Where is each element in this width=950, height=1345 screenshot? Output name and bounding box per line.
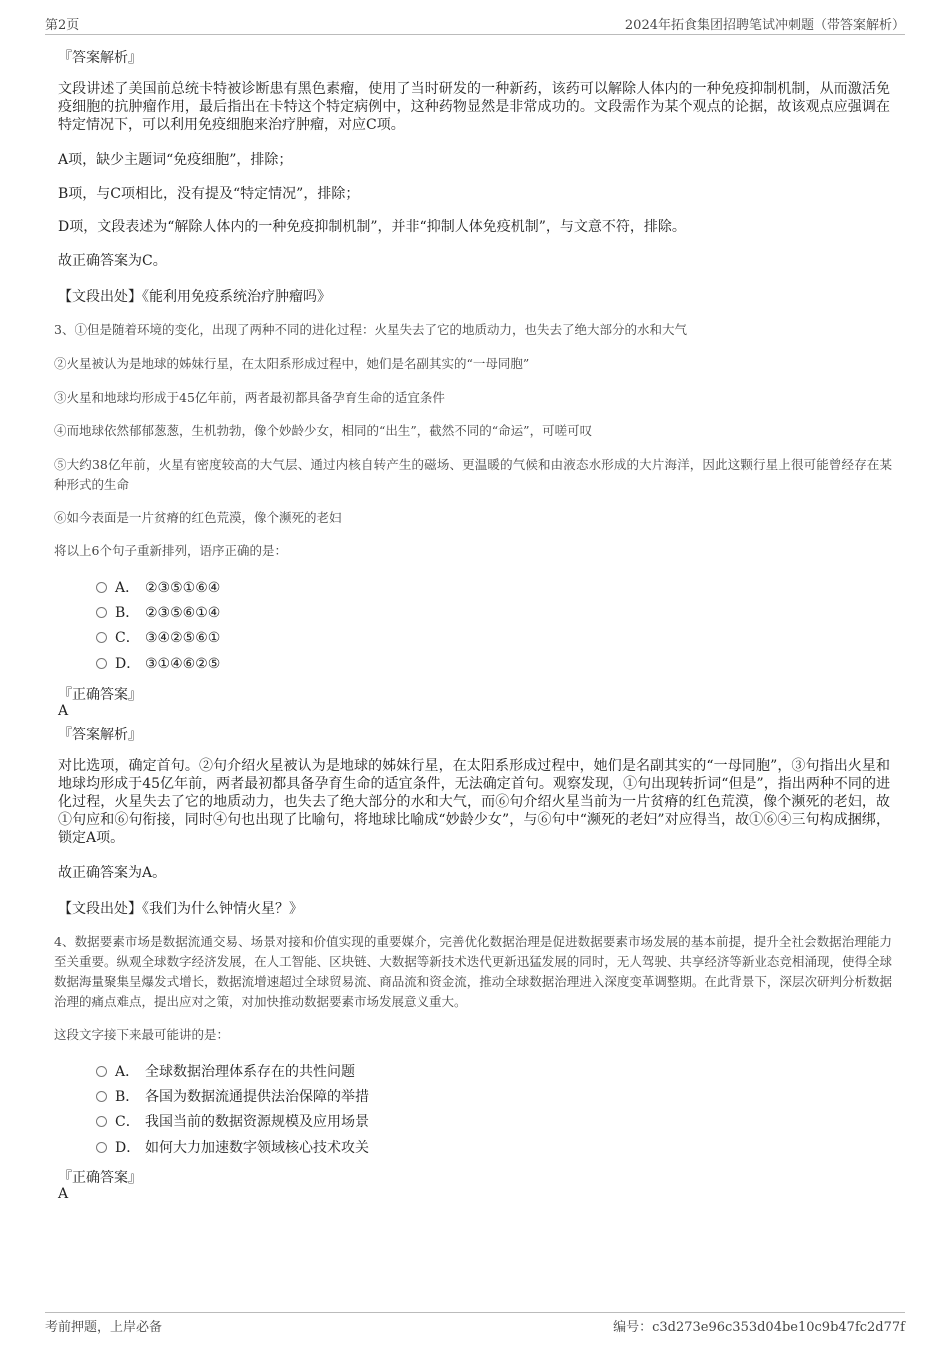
document-title: 2024年拓食集团招聘笔试冲刺题（带答案解析） [624,18,905,33]
q4-option-a[interactable] [96,1062,355,1082]
q2-analysis: 文段讲述了美国前总统卡特被诊断患有黑色素瘤，使用了当时研发的一种新药，该药可以解除人体内的一种免疫抑制机制，从而激活免疫细胞的抗肿瘤作用，最后指出在卡特这个特定病例中，这种药物显然是非常成功的。文段需作为某个观点的论据，故该观点应强调在特定情况下，可以利用免疫细胞来治疗肿瘤，对应C项。 [58,81,890,133]
q3-sentence-6: ⑥如今表面是一片贫瘠的红色荒漠，像个濒死的老妇 [54,510,342,525]
q3-sentence-4: ④而地球依然郁郁葱葱，生机勃勃，像个妙龄少女，相同的“出生”，截然不同的“命运”，可嗟可叹 [54,423,593,438]
radio-icon[interactable] [96,1091,107,1102]
option-letter: B． [115,1089,140,1105]
q3-conclusion: 故正确答案为A。 [58,865,167,881]
q2-source: 【文段出处】《能利用免疫系统治疗肿瘤吗》 [58,289,331,305]
option-text: 如何大力加速数字领域核心技术攻关 [145,1140,369,1156]
option-text: ③④②⑤⑥① [145,630,221,646]
q3-correct-label: 『正确答案』 [58,687,142,703]
q4-correct-label: 『正确答案』 [58,1170,142,1186]
q3-option-d[interactable] [96,654,220,674]
option-letter: D． [115,1140,141,1156]
q4-prompt: 这段文字接下来最可能讲的是： [54,1027,230,1042]
option-letter: B． [115,605,140,621]
option-text: 全球数据治理体系存在的共性问题 [145,1064,355,1080]
q3-sentence-1: 3、①但是随着环境的变化，出现了两种不同的进化过程：火星失去了它的地质动力，也失去了绝大部分的水和大气 [54,322,687,337]
q3-prompt: 将以上6个句子重新排列，语序正确的是： [54,543,287,558]
option-letter: A． [115,1064,140,1080]
option-letter: A． [115,580,140,596]
radio-icon[interactable] [96,1142,107,1153]
q4-option-d[interactable] [96,1138,369,1158]
q3-option-b[interactable] [96,603,220,623]
q3-sentence-3: ③火星和地球均形成于45亿年前，两者最初都具备孕育生命的适宜条件 [54,390,445,405]
q2-conclusion: 故正确答案为C。 [58,253,167,269]
page-footer [45,1312,905,1336]
q4-correct-answer: A [58,1186,69,1202]
option-text: ②③⑤①⑥④ [145,580,221,596]
footer-slogan: 考前押题，上岸必备 [45,1320,163,1335]
page-header [45,14,905,35]
q3-sentence-2: ②火星被认为是地球的姊妹行星，在太阳系形成过程中，她们是名副其实的“一母同胞” [54,356,530,371]
q4-option-b[interactable] [96,1087,369,1107]
q2-option-b-note: B项，与C项相比，没有提及“特定情况”，排除； [58,186,360,202]
radio-icon[interactable] [96,607,107,618]
q3-option-a[interactable] [96,578,220,598]
q3-sentence-5: ⑤大约38亿年前，火星有密度较高的大气层、通过内核自转产生的磁场、更温暖的气候和由液态水形成的大片海洋，因此这颗行星上很可能曾经存在某种形式的生命 [54,457,892,492]
q4-stem: 4、数据要素市场是数据流通交易、场景对接和价值实现的重要媒介，完善优化数据治理是促进数据要素市场发展的基本前提，提升全社会数据治理能力至关重要。纵观全球数字经济发展，在人工智能、区块链、大数据等新技术迭代更新迅猛发展的同时，无人驾驶、共享经济等新业态竞相涌现，使得全球数据海量聚集呈爆发式增长，数据流增速超过全球贸易流、商品流和资金流，推动全球数据治理进入深度变革调整期。在此背景下，深层次研判分析数据治理的痛点难点，提出应对之策，对加快推动数据要素市场发展意义重大。 [54,934,892,1009]
radio-icon[interactable] [96,1116,107,1127]
option-letter: C． [115,630,140,646]
document-code: 编号：c3d273e96c353d04be10c9b47fc2d77f [613,1320,905,1335]
q3-analysis: 对比选项，确定首句。②句介绍火星被认为是地球的姊妹行星，在太阳系形成过程中，她们是名副其实的“一母同胞”，③句指出火星和地球均形成于45亿年前，两者最初都具备孕育生命的适宜条件，无法确定首句。观察发现，①句出现转折词“但是”，指出两种不同的进化过程，火星失去了它的地质动力，也失去了绝大部分的水和大气，而⑥句介绍火星当前为一片贫瘠的红色荒漠，像个濒死的老妇，故①句应和⑥句衔接，同时④句也出现了比喻句，将地球比喻成“妙龄少女”，与⑥句中“濒死的老妇”对应得当，故①⑥④三句构成捆绑，锁定A项。 [58,758,890,846]
q3-correct-answer: A [58,703,69,719]
q2-analysis-label: 『答案解析』 [58,50,142,66]
radio-icon[interactable] [96,658,107,669]
radio-icon[interactable] [96,1066,107,1077]
option-letter: D． [115,656,141,672]
option-text: ③①④⑥②⑤ [145,656,221,672]
option-text: 我国当前的数据资源规模及应用场景 [145,1114,369,1130]
radio-icon[interactable] [96,632,107,643]
q3-option-c[interactable] [96,628,220,648]
radio-icon[interactable] [96,582,107,593]
q2-option-d-note: D项，文段表述为“解除人体内的一种免疫抑制机制”，并非“抑制人体免疫机制”，与文意不符，排除。 [58,219,686,235]
option-text: ②③⑤⑥①④ [145,605,221,621]
option-text: 各国为数据流通提供法治保障的举措 [145,1089,369,1105]
q3-analysis-label: 『答案解析』 [58,727,142,743]
option-letter: C． [115,1114,140,1130]
q4-option-c[interactable] [96,1112,369,1132]
page-number: 第2页 [45,18,80,33]
q2-option-a-note: A项，缺少主题词“免疫细胞”，排除； [58,152,293,168]
q3-source: 【文段出处】《我们为什么钟情火星？》 [58,901,303,917]
